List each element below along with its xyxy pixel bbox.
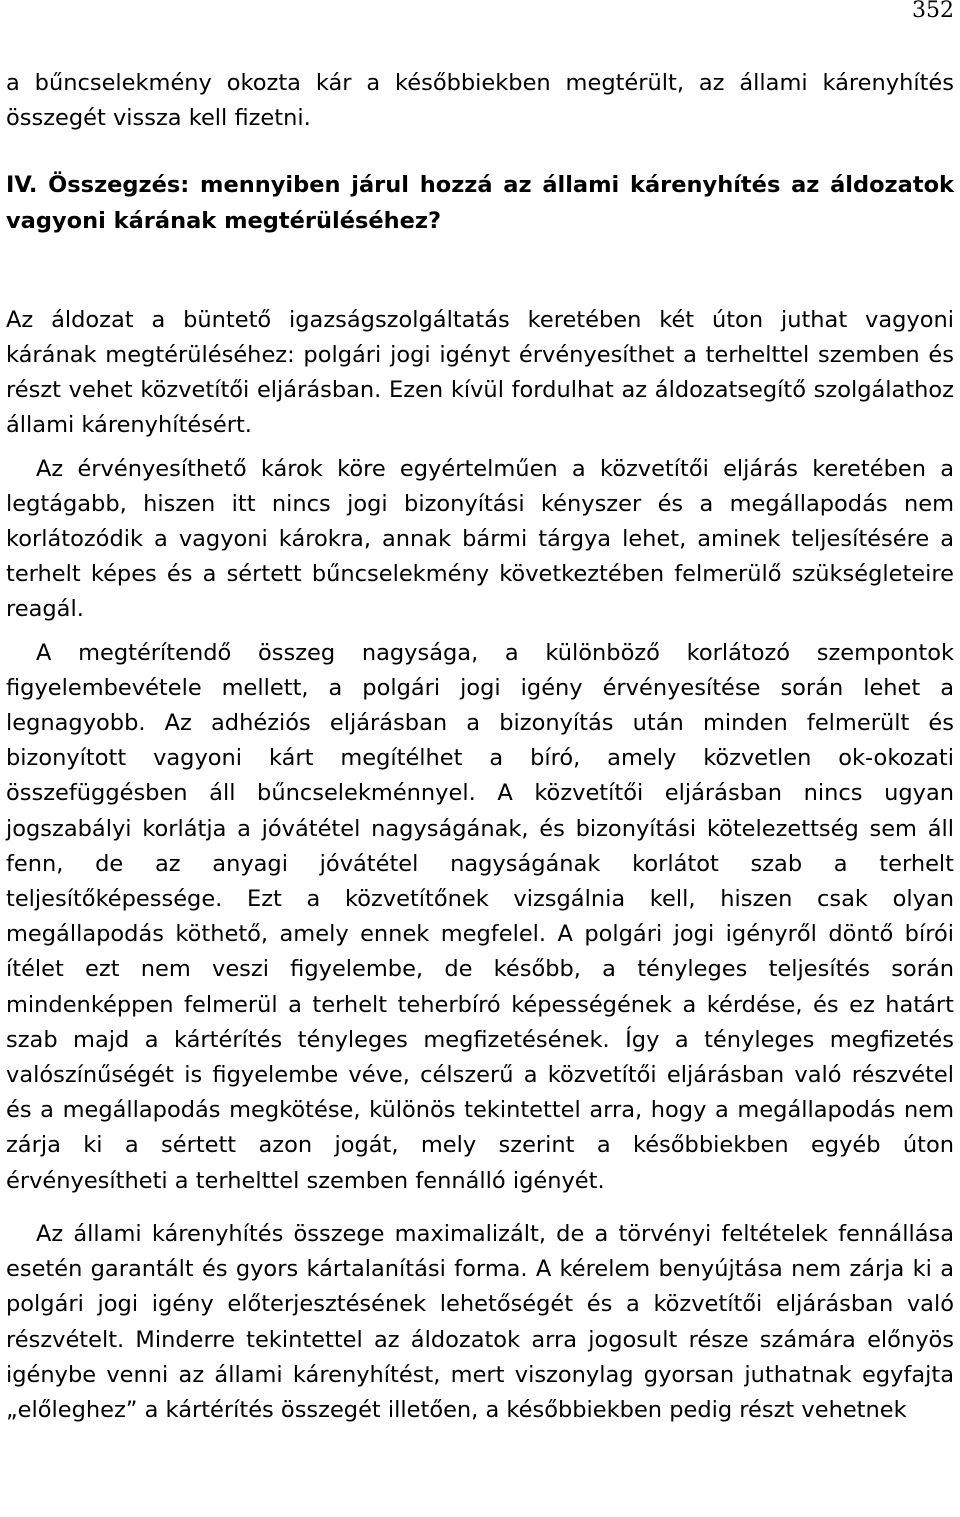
document-body [6, 66, 954, 1428]
paragraph-1: Az áldozat a büntető igazságszolgáltatás keretében két úton juthat vagyoni kárának megtérüléséhez: polgári jogi igényt érvényesíthet a terhelttel szemben és részt vehet közvetítői eljárásban. Ezen kívül fordulhat az áldozatsegítő szolgálathoz állami kárenyhítésért. [6, 306, 954, 439]
section-heading: IV. Összegzés: mennyiben járul hozzá az állami kárenyhítés az áldozatok vagyoni kárának megtérüléséhez? [6, 172, 954, 234]
paragraph-3: A megtérítendő összeg nagysága, a különböző korlátozó szempontok figyelembevétele mellett, a polgári jogi igény érvényesítése során lehet a legnagyobb. Az adhéziós eljárásban a bizonyítás után minden felmerült és bizonyított vagyoni kárt megítélhet a bíró, amely közvetlen ok-okozati összefüggésben áll bűncselekménnyel. A közvetítői eljárásban nincs ugyan jogszabályi korlátja a jóvátétel nagyságának, és bizonyítási kötelezettség sem áll fenn, de az anyagi jóvátétel nagyságának korlátot szab a terhelt teljesítőképessége. Ezt a közvetítőnek vizsgálnia kell, hiszen csak olyan megállapodás köthető, amely ennek megfelel. A polgári jogi igényről döntő bírói ítélet ezt nem veszi figyelembe, de később, a tényleges teljesítés során mindenképpen felmerül a terhelt teherbíró képességének a kérdése, és ez határt szab majd a kártérítés tényleges megfizetésének. Így a tényleges megfizetés valószínűségét is figyelembe véve, célszerű a közvetítői eljárásban való részvétel és a megállapodás megkötése, különös tekintettel arra, hogy a megállapodás nem zárja ki a sértett azon jogát, mely szerint a későbbiekben egyéb úton érvényesítheti a terhelttel szemben fennálló igényét. [6, 639, 954, 1194]
intro-paragraph: a bűncselekmény okozta kár a későbbiekben megtérült, az állami kárenyhítés összegét vissza kell fizetni. [6, 70, 954, 132]
paragraph-4: Az állami kárenyhítés összege maximalizált, de a törvényi feltételek fennállása esetén garantált és gyors kártalanítási forma. A kérelem benyújtása nem zárja ki a polgári jogi igény előterjesztésének lehetőségét és a közvetítői eljárásban való részvételt. Minderre tekintettel az áldozatok arra jogosult része számára előnyös igénybe venni az állami kárenyhítést, mert viszonylag gyorsan juthatnak egyfajta „előleghez” a kártérítés összegét illetően, a későbbiekben pedig részt vehetnek [6, 1220, 954, 1423]
paragraph-2: Az érvényesíthető károk köre egyértelműen a közvetítői eljárás keretében a legtágabb, hiszen itt nincs jogi bizonyítási kényszer és a megállapodás nem korlátozódik a vagyoni károkra, annak bármi tárgya lehet, aminek teljesítésére a terhelt képes és a sértett bűncselekmény következtében felmerülő szükségleteire reagál. [6, 455, 954, 623]
page-number: 352 [912, 0, 954, 23]
